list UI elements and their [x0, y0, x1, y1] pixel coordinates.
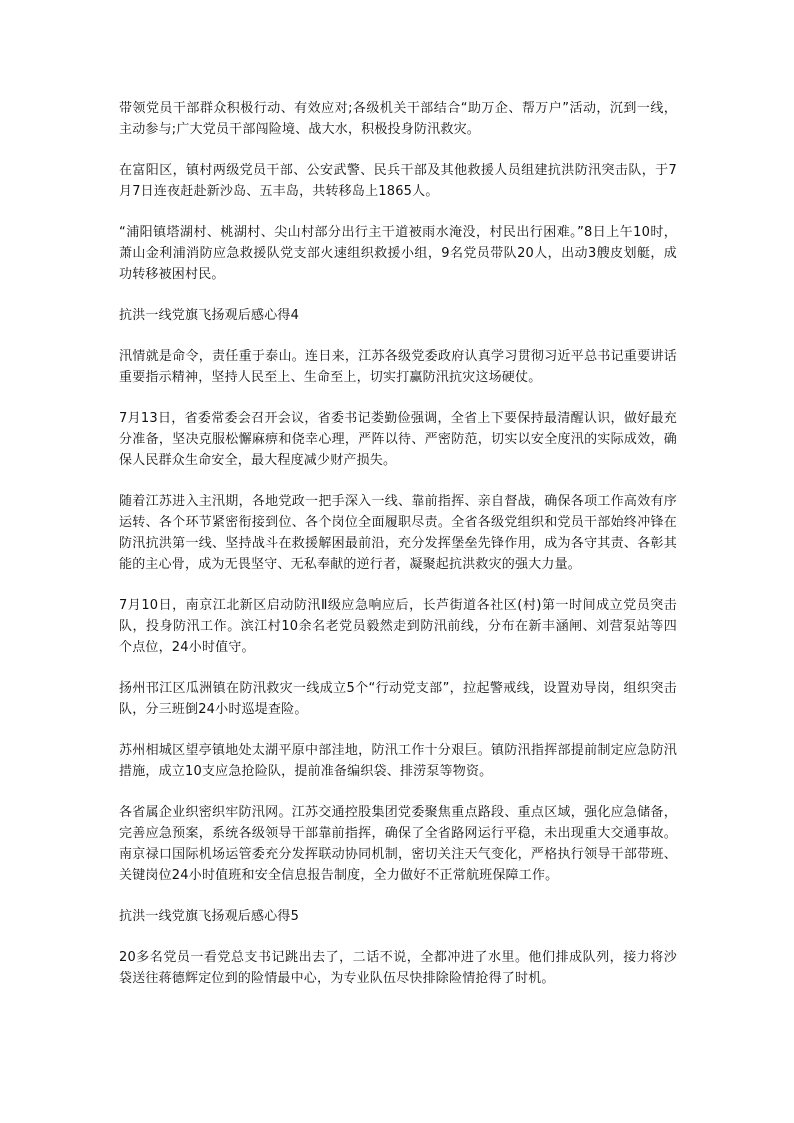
paragraph-1: 带领党员干部群众积极行动、有效应对;各级机关干部结合“助万企、帮万户”活动，沉到一线，主动参与;广大党员干部闯险境、战大水，积极投身防汛救灾。 [119, 101, 677, 137]
paragraph-3: “浦阳镇塔湖村、桃湖村、尖山村部分出行主干道被雨水淹没，村民出行困难。”8日上午10时，萧山金利浦消防应急救援队党支部火速组织救援小组，9名党员带队20人，出动3艘皮划艇，成功转移被困村民。 [119, 225, 677, 282]
paragraph-10: 各省属企业织密织牢防汛网。江苏交通控股集团党委聚焦重点路段、重点区域，强化应急储备，完善应急预案，系统各级领导干部靠前指挥，确保了全省路网运行平稳，未出现重大交通事故。南京禄口国际机场运管委充分发挥联动协同机制，密切关注天气变化，严格执行领导干部带班、关键岗位24小时值班和安全信息报告制度，全力做好不正常航班保障工作。 [119, 805, 677, 883]
section-heading-4: 抗洪一线党旗飞扬观后感心得4 [119, 308, 300, 323]
paragraph-8: 扬州邗江区瓜洲镇在防汛救灾一线成立5个“行动党支部”，拉起警戒线，设置劝导岗，组织突击队，分三班倒24小时巡堤查险。 [119, 681, 677, 717]
paragraph-6: 随着江苏进入主汛期，各地党政一把手深入一线、靠前指挥、亲自督战，确保各项工作高效有序运转、各个环节紧密衔接到位、各个岗位全面履职尽责。全省各级党组织和党员干部始终冲锋在防汛抗洪第一线、坚持战斗在救援解困最前沿，充分发挥堡垒先锋作用，成为各守其责、各彰其能的主心骨，成为无畏坚守、无私奉献的逆行者，凝聚起抗洪救灾的强大力量。 [119, 494, 677, 572]
paragraph-11: 20多名党员一看党总支书记跳出去了，二话不说，全都冲进了水里。他们排成队列，接力将沙袋送往蒋德辉定位到的险情最中心，为专业队伍尽快排除险情抢得了时机。 [119, 950, 677, 986]
paragraph-7: 7月10日，南京江北新区启动防汛Ⅱ级应急响应后，长芦街道各社区(村)第一时间成立党员突击队，投身防汛工作。滨江村10余名老党员毅然走到防汛前线，分布在新丰涵闸、刘营泵站等四个点位，24小时值守。 [119, 598, 677, 655]
document-body [119, 98, 677, 1009]
paragraph-4: 汛情就是命令，责任重于泰山。连日来，江苏各级党委政府认真学习贯彻习近平总书记重要讲话重要指示精神，坚持人民至上、生命至上，切实打赢防汛抗灾这场硬仗。 [119, 349, 677, 385]
section-heading-5: 抗洪一线党旗飞扬观后感心得5 [119, 909, 300, 924]
paragraph-2: 在富阳区，镇村两级党员干部、公安武警、民兵干部及其他救援人员组建抗洪防汛突击队，于7月7日连夜赶赴新沙岛、五丰岛，共转移岛上1865人。 [119, 163, 677, 199]
paragraph-9: 苏州相城区望亭镇地处太湖平原中部洼地，防汛工作十分艰巨。镇防汛指挥部提前制定应急防汛措施，成立10支应急抢险队，提前准备编织袋、排涝泵等物资。 [119, 743, 677, 779]
paragraph-5: 7月13日，省委常委会召开会议，省委书记娄勤俭强调，全省上下要保持最清醒认识，做好最充分准备，坚决克服松懈麻痹和侥幸心理，严阵以待、严密防范，切实以安全度汛的实际成效，确保人民群众生命安全，最大程度减少财产损失。 [119, 411, 677, 468]
